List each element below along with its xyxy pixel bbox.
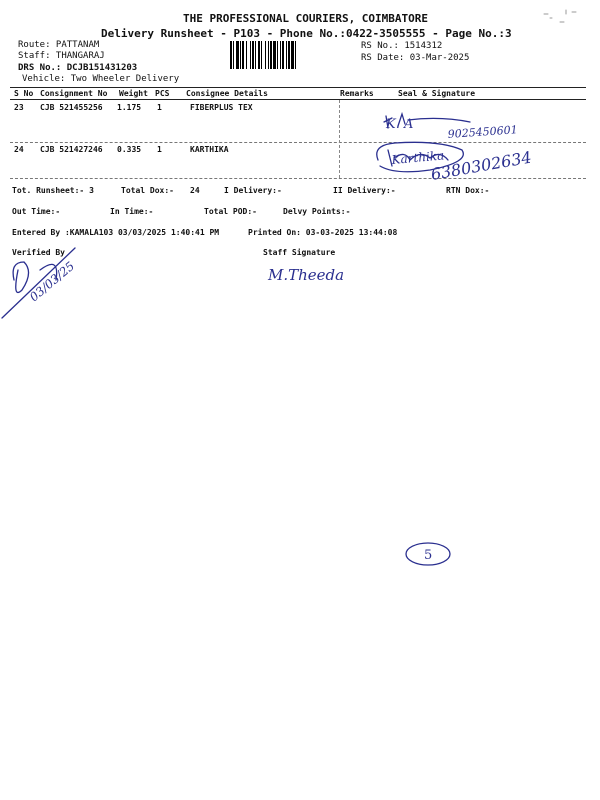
- verified-by-label: Verified By: [12, 248, 65, 257]
- second-delivery: II Delivery:-: [333, 186, 396, 195]
- staff-signature: M.Theeda: [268, 266, 345, 284]
- out-time: Out Time:-: [12, 207, 61, 216]
- total-runsheet: Tot. Runsheet:- 3: [12, 186, 94, 195]
- row1-phone: 9025450601: [447, 123, 519, 141]
- row-weight: 0.335: [117, 145, 142, 154]
- verified-date: 03/03/25: [26, 258, 78, 305]
- col-consignment: Consignment No: [40, 89, 108, 98]
- corner-marks: [544, 10, 576, 22]
- total-dox-label: Total Dox:-: [121, 186, 174, 195]
- row-consignee: FIBERPLUS TEX: [190, 103, 253, 112]
- staff-signature-label: Staff Signature: [263, 248, 336, 257]
- row1-signature: K. A: [386, 117, 414, 132]
- row-consignment: CJB 521427246: [40, 145, 103, 154]
- page-mark: 5: [424, 548, 433, 563]
- route-label: Route: PATTANAM: [18, 40, 100, 50]
- company-title: THE PROFESSIONAL COURIERS, COIMBATORE: [183, 12, 429, 25]
- runsheet-subtitle: Delivery Runsheet - P103 - Phone No.:0422-3505555 - Page No.:3: [101, 27, 512, 40]
- delvy-points: Delvy Points:-: [283, 207, 351, 216]
- row-pcs: 1: [157, 103, 162, 112]
- entered-by: Entered By :KAMALA103 03/03/2025 1:40:41 PM: [12, 228, 220, 237]
- row2-signature: Karthika: [391, 148, 445, 167]
- total-pod: Total POD:-: [204, 207, 257, 216]
- rs-date: RS Date: 03-Mar-2025: [361, 53, 470, 63]
- row-weight: 1.175: [117, 103, 142, 112]
- drs-label: DRS No.: DCJB151431203: [18, 63, 138, 73]
- row-sno: 23: [14, 103, 24, 112]
- rs-number: RS No.: 1514312: [361, 41, 443, 51]
- col-pcs: PCS: [155, 89, 170, 98]
- row-consignment: CJB 521455256: [40, 103, 103, 112]
- row-sno: 24: [14, 145, 24, 154]
- printed-on: Printed On: 03-03-2025 13:44:08: [248, 228, 398, 237]
- row-consignee: KARTHIKA: [190, 145, 229, 154]
- col-remarks: Remarks: [340, 89, 374, 98]
- staff-label: Staff: THANGARAJ: [18, 51, 105, 61]
- in-time: In Time:-: [110, 207, 154, 216]
- col-weight: Weight: [119, 89, 148, 98]
- col-sno: S No: [14, 89, 34, 98]
- total-dox-value: 24: [190, 186, 200, 195]
- col-seal: Seal & Signature: [398, 89, 476, 98]
- row-pcs: 1: [157, 145, 162, 154]
- first-delivery: I Delivery:-: [224, 186, 282, 195]
- rtn-dox: RTN Dox:-: [446, 186, 490, 195]
- col-consignee: Consignee Details: [186, 89, 268, 98]
- vehicle-label: Vehicle: Two Wheeler Delivery: [22, 74, 180, 84]
- row2-phone: 6380302634: [429, 147, 533, 184]
